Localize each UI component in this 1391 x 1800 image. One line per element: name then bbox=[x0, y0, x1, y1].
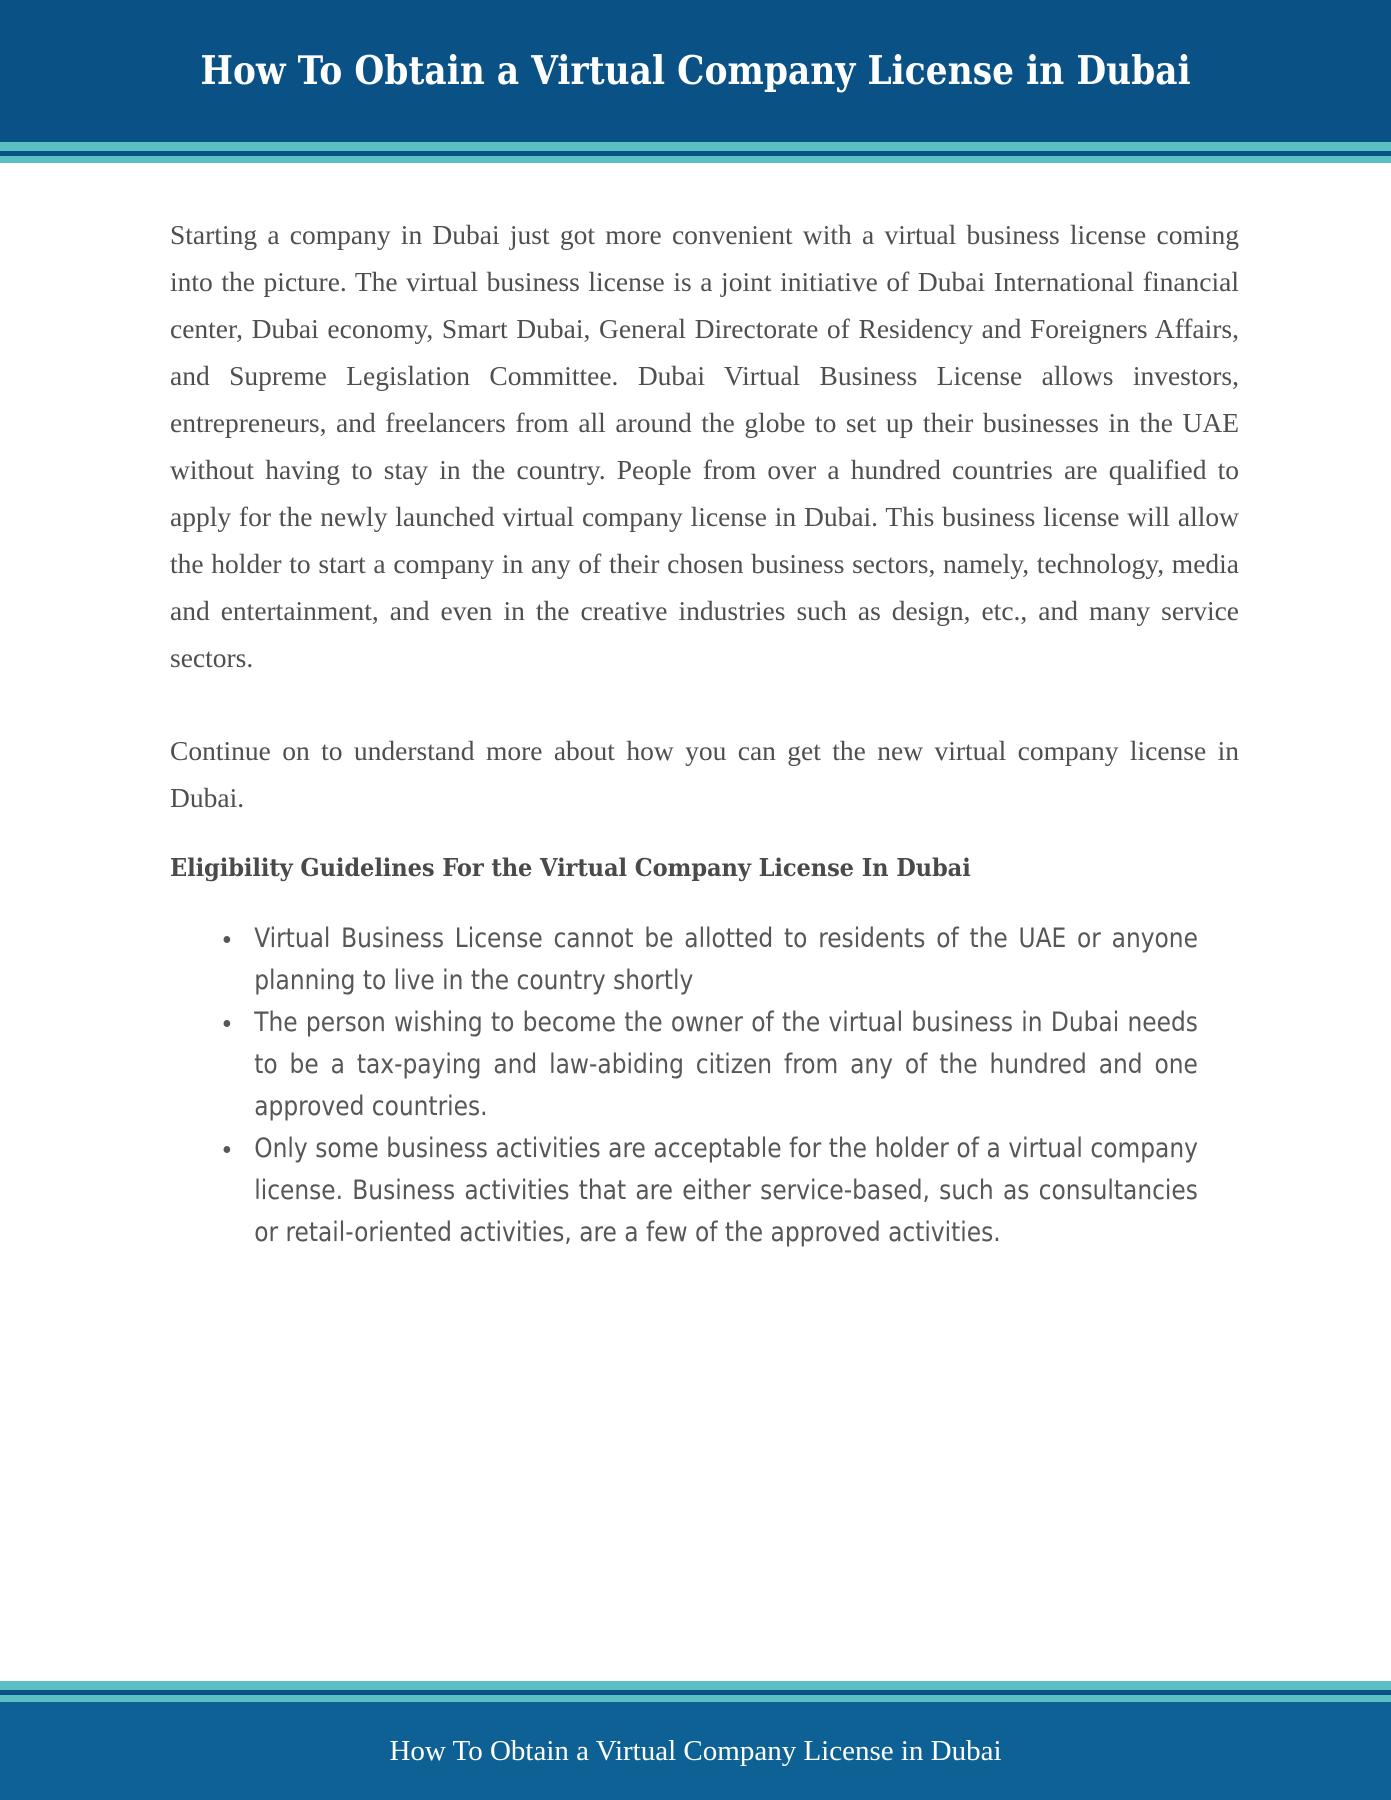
intro-paragraph: Starting a company in Dubai just got more convenient with a virtual business license coming into the picture. The virtual business license is a joint initiative of Dubai International financial center, Dubai economy, Smart Dubai, General Directorate of Residency and Foreigners Affairs, and Supreme Legislation Committee. Dubai Virtual Business License allows investors, entrepreneurs, and freelancers from all around the globe to set up their businesses in the UAE without having to stay in the country. People from over a hundred countries are qualified to apply for the newly launched virtual company license in Dubai. This business license will allow the holder to start a company in any of their chosen business sectors, namely, technology, media and entertainment, and even in the creative industries such as design, etc., and many service sectors. bbox=[170, 219, 1239, 673]
footer-title: How To Obtain a Virtual Company License in Dubai bbox=[389, 1734, 1002, 1767]
page-header-band bbox=[0, 0, 1391, 142]
page-title: How To Obtain a Virtual Company License in Dubai bbox=[200, 47, 1191, 94]
list-item-text: Virtual Business License cannot be allotted to residents of the UAE or anyone planning to live in the country shortly bbox=[254, 923, 1198, 996]
list-item bbox=[212, 1002, 1198, 1128]
spacer bbox=[170, 821, 1239, 853]
eligibility-bullet-list bbox=[170, 918, 1239, 1254]
bullet-dot-icon bbox=[224, 1146, 231, 1153]
article-content bbox=[0, 163, 1391, 1800]
list-item bbox=[212, 1128, 1198, 1254]
footer-stripe-teal-top bbox=[0, 1681, 1391, 1690]
bullet-dot-icon bbox=[224, 1020, 231, 1027]
page-footer bbox=[0, 1681, 1391, 1800]
divider-stripe-teal-top bbox=[0, 142, 1391, 151]
list-item-text: The person wishing to become the owner of the virtual business in Dubai needs to be a tax-paying and law-abiding citizen from any of the hundred and one approved countries. bbox=[254, 1007, 1198, 1122]
bullet-dot-icon bbox=[224, 936, 231, 943]
page-footer-band bbox=[0, 1702, 1391, 1800]
divider-stripe-teal-bottom bbox=[0, 156, 1391, 163]
list-item bbox=[212, 918, 1198, 1002]
eligibility-section-heading: Eligibility Guidelines For the Virtual Company License In Dubai bbox=[170, 853, 971, 882]
list-item-text: Only some business activities are acceptable for the holder of a virtual company license. Business activities that are either service-based, such as consultancies or retail-oriented activities, are a few of the approved activities. bbox=[254, 1133, 1198, 1248]
continue-paragraph: Continue on to understand more about how you can get the new virtual company license in Dubai. bbox=[170, 735, 1239, 813]
footer-stripe-teal-bottom bbox=[0, 1695, 1391, 1702]
